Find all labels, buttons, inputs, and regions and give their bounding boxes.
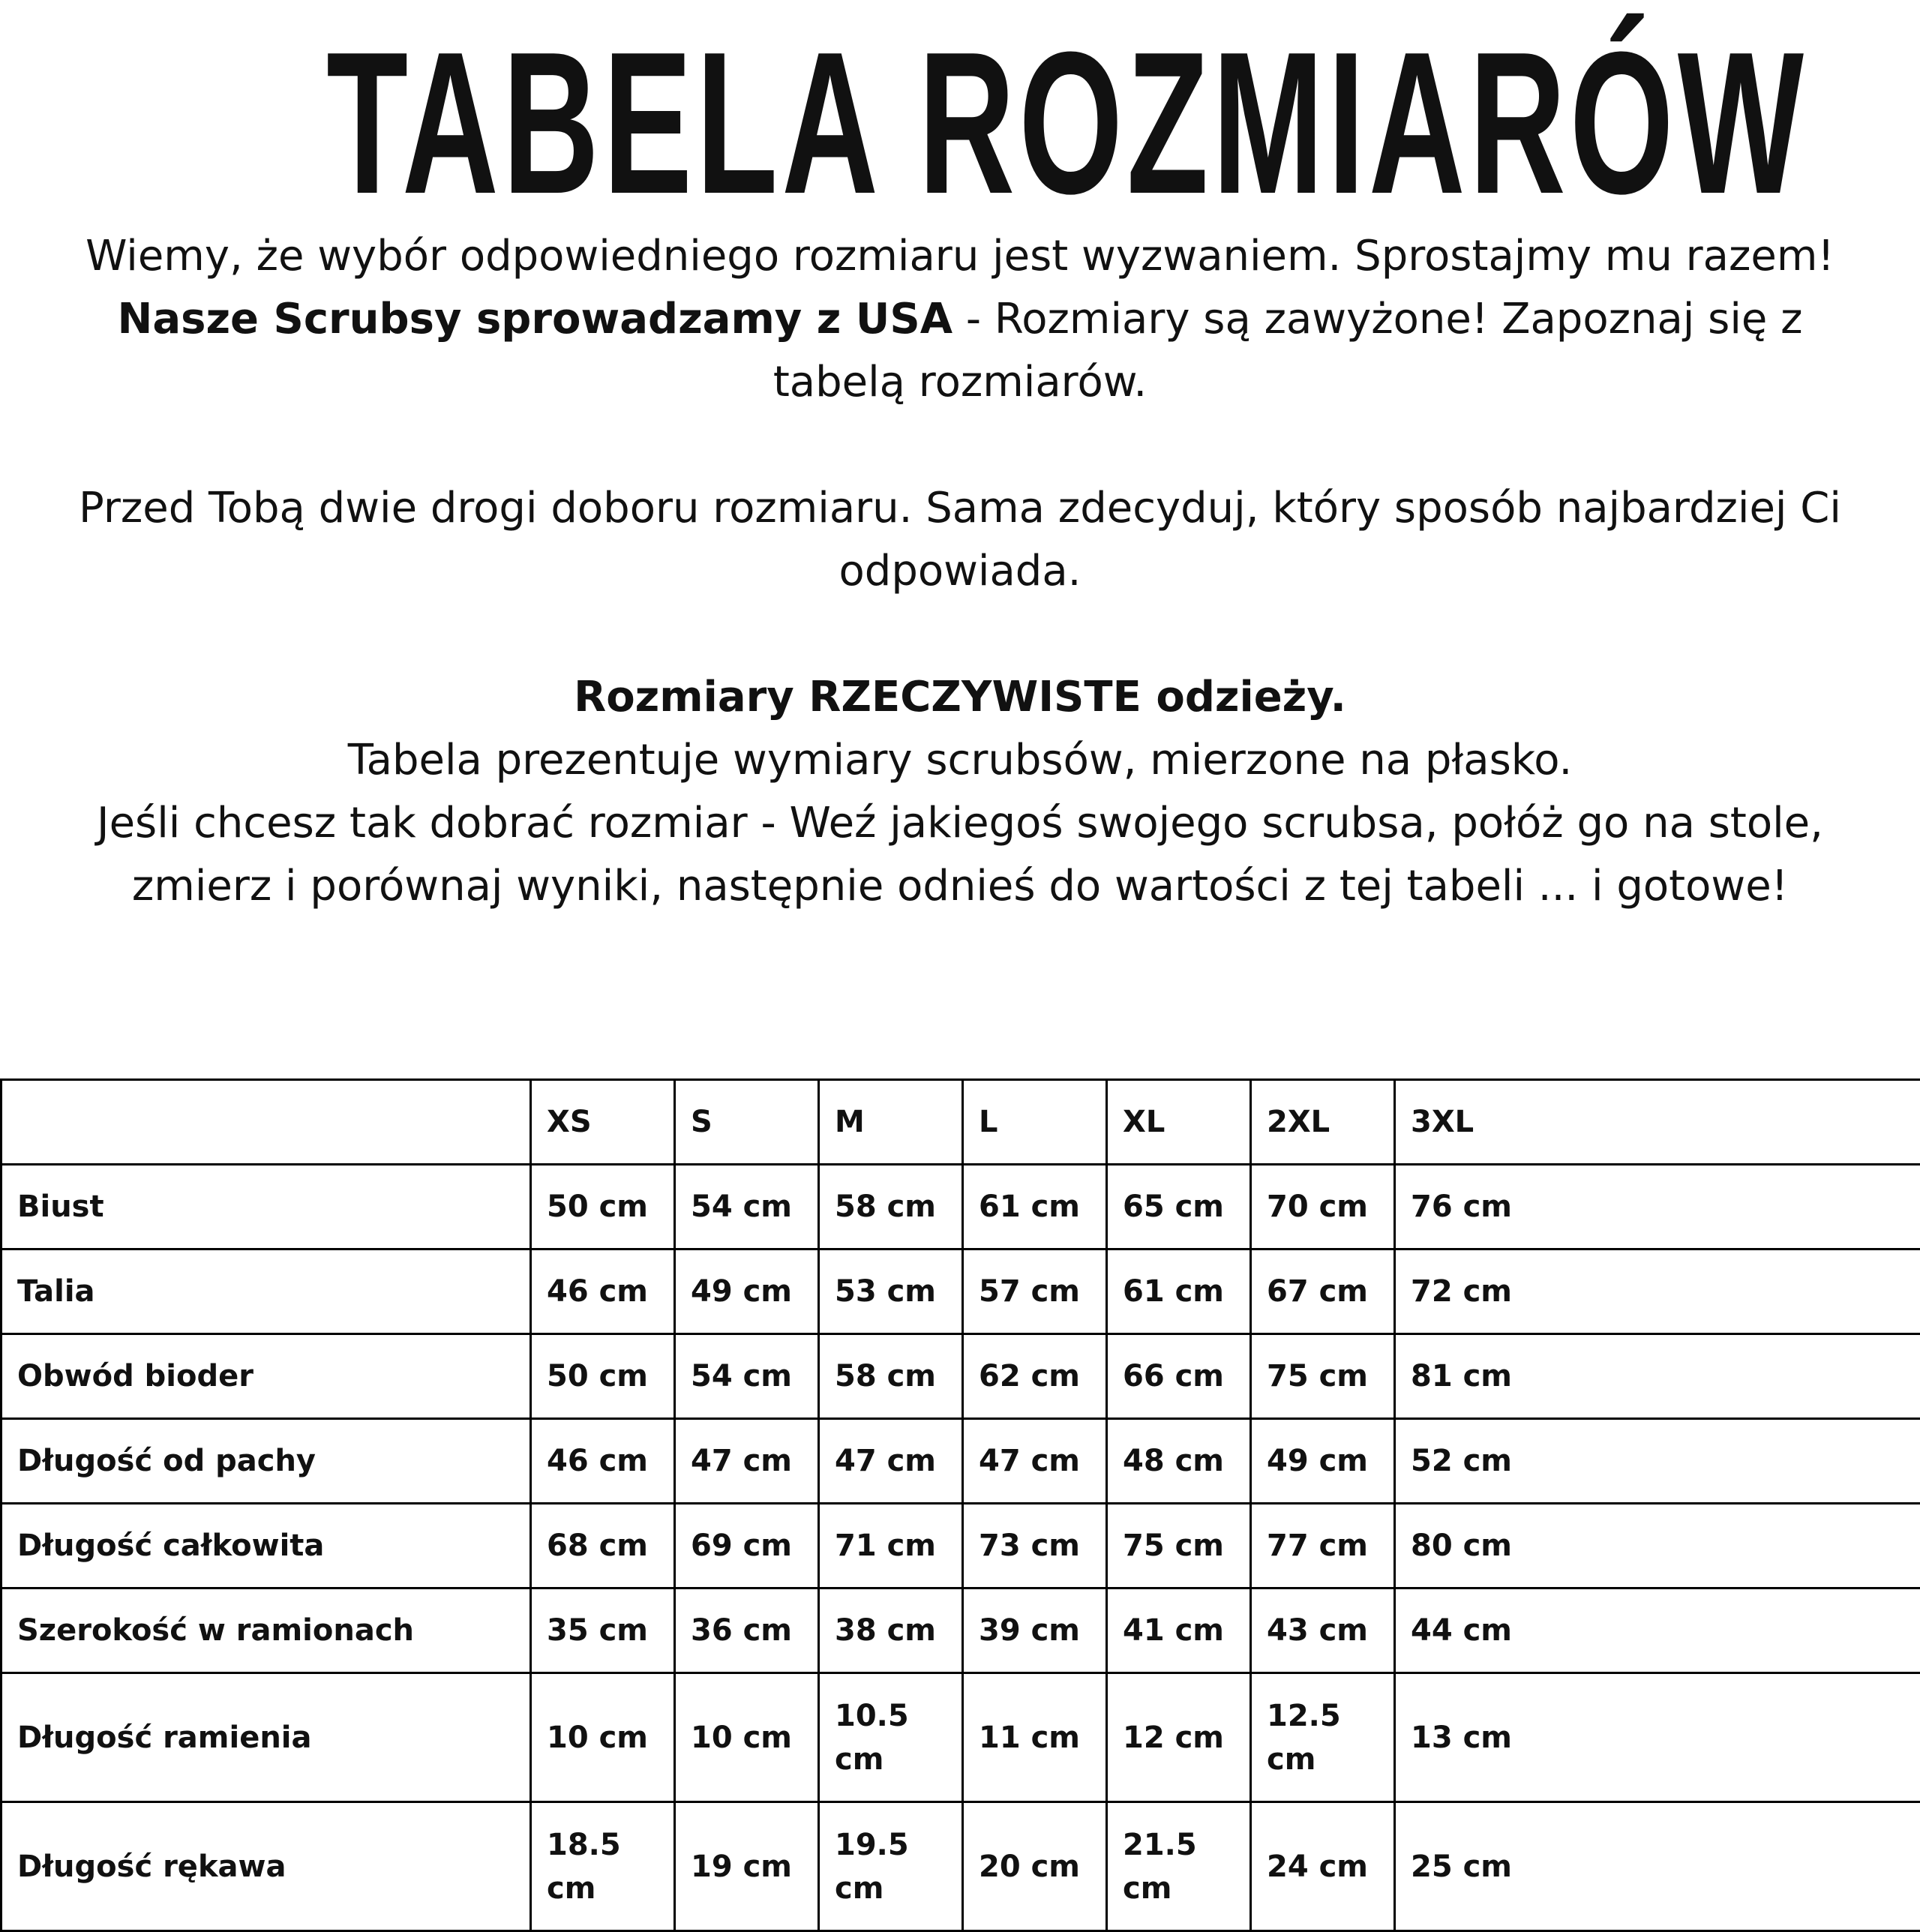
table-cell: 38 cm	[819, 1588, 963, 1673]
table-cell: 75 cm	[1107, 1504, 1251, 1588]
table-cell: 25 cm	[1395, 1802, 1920, 1931]
row-label: Biust	[2, 1165, 531, 1250]
table-cell: 47 cm	[963, 1419, 1107, 1504]
size-header: XL	[1107, 1080, 1251, 1165]
size-table	[0, 1078, 1920, 1932]
row-label: Szerokość w ramionach	[2, 1588, 531, 1673]
intro-line-1: Wiemy, że wybór odpowiedniego rozmiaru jest wyzwaniem. Sprostajmy mu razem!	[60, 225, 1860, 288]
table-cell: 57 cm	[963, 1250, 1107, 1334]
page-title: TABELA ROZMIARÓW	[326, 22, 1594, 225]
table-cell: 12.5 cm	[1251, 1673, 1395, 1802]
table-cell: 76 cm	[1395, 1165, 1920, 1250]
intro-text	[60, 225, 1860, 918]
table-cell: 50 cm	[531, 1165, 675, 1250]
table-cell: 73 cm	[963, 1504, 1107, 1588]
table-row	[2, 1165, 1920, 1250]
size-header: L	[963, 1080, 1107, 1165]
table-cell: 65 cm	[1107, 1165, 1251, 1250]
table-cell: 52 cm	[1395, 1419, 1920, 1504]
table-cell: 19 cm	[675, 1802, 819, 1931]
intro-line-2	[60, 288, 1860, 414]
table-cell: 10.5 cm	[819, 1673, 963, 1802]
intro-line-4: Tabela prezentuje wymiary scrubsów, mierzone na płasko.	[60, 729, 1860, 792]
table-row	[2, 1334, 1920, 1419]
table-cell: 70 cm	[1251, 1165, 1395, 1250]
table-cell: 11 cm	[963, 1673, 1107, 1802]
table-row	[2, 1504, 1920, 1588]
table-cell: 36 cm	[675, 1588, 819, 1673]
table-cell: 43 cm	[1251, 1588, 1395, 1673]
table-cell: 69 cm	[675, 1504, 819, 1588]
table-cell: 21.5 cm	[1107, 1802, 1251, 1931]
table-cell: 77 cm	[1251, 1504, 1395, 1588]
table-cell: 54 cm	[675, 1165, 819, 1250]
table-cell: 49 cm	[1251, 1419, 1395, 1504]
table-cell: 19.5 cm	[819, 1802, 963, 1931]
table-cell: 47 cm	[819, 1419, 963, 1504]
size-header: 2XL	[1251, 1080, 1395, 1165]
table-cell: 68 cm	[531, 1504, 675, 1588]
row-label: Długość rękawa	[2, 1802, 531, 1931]
row-label: Długość ramienia	[2, 1673, 531, 1802]
table-cell: 24 cm	[1251, 1802, 1395, 1931]
size-header: XS	[531, 1080, 675, 1165]
table-cell: 67 cm	[1251, 1250, 1395, 1334]
table-cell: 18.5 cm	[531, 1802, 675, 1931]
table-cell: 80 cm	[1395, 1504, 1920, 1588]
intro-line-5: Jeśli chcesz tak dobrać rozmiar - Weź jakiegoś swojego scrubsa, połóż go na stole, zmierz i porównaj wyniki, następnie odnieś do wartości z tej tabeli ... i gotowe!	[60, 792, 1860, 918]
table-cell: 44 cm	[1395, 1588, 1920, 1673]
table-cell: 81 cm	[1395, 1334, 1920, 1419]
row-label: Długość całkowita	[2, 1504, 531, 1588]
table-cell: 35 cm	[531, 1588, 675, 1673]
intro-paragraph-2: Przed Tobą dwie drogi doboru rozmiaru. Sama zdecyduj, który sposób najbardziej Ci odpowiada.	[60, 477, 1860, 603]
size-header: S	[675, 1080, 819, 1165]
table-cell: 47 cm	[675, 1419, 819, 1504]
table-cell: 48 cm	[1107, 1419, 1251, 1504]
table-cell: 71 cm	[819, 1504, 963, 1588]
table-cell: 50 cm	[531, 1334, 675, 1419]
table-row	[2, 1588, 1920, 1673]
table-cell: 49 cm	[675, 1250, 819, 1334]
table-cell: 12 cm	[1107, 1673, 1251, 1802]
row-label: Talia	[2, 1250, 531, 1334]
intro-line-2-bold: Nasze Scrubsy sprowadzamy z USA	[117, 295, 952, 344]
row-label: Długość od pachy	[2, 1419, 531, 1504]
table-row	[2, 1802, 1920, 1931]
table-cell: 20 cm	[963, 1802, 1107, 1931]
table-cell: 75 cm	[1251, 1334, 1395, 1419]
table-cell: 61 cm	[963, 1165, 1107, 1250]
table-cell: 62 cm	[963, 1334, 1107, 1419]
table-cell: 58 cm	[819, 1165, 963, 1250]
table-cell: 13 cm	[1395, 1673, 1920, 1802]
table-cell: 58 cm	[819, 1334, 963, 1419]
intro-line-2-rest: - Rozmiary są zawyżone! Zapoznaj się z tabelą rozmiarów.	[773, 295, 1803, 406]
table-cell: 39 cm	[963, 1588, 1107, 1673]
section-heading-text: Rozmiary RZECZYWISTE odzieży.	[574, 673, 1346, 722]
table-row	[2, 1673, 1920, 1802]
row-label: Obwód bioder	[2, 1334, 531, 1419]
table-cell: 66 cm	[1107, 1334, 1251, 1419]
table-cell: 61 cm	[1107, 1250, 1251, 1334]
table-header-row	[2, 1080, 1920, 1165]
table-row	[2, 1419, 1920, 1504]
table-cell: 46 cm	[531, 1250, 675, 1334]
table-row	[2, 1250, 1920, 1334]
table-cell: 10 cm	[675, 1673, 819, 1802]
table-corner-cell	[2, 1080, 531, 1165]
section-heading	[60, 666, 1860, 729]
table-cell: 53 cm	[819, 1250, 963, 1334]
size-header: M	[819, 1080, 963, 1165]
table-cell: 41 cm	[1107, 1588, 1251, 1673]
size-header: 3XL	[1395, 1080, 1920, 1165]
table-cell: 54 cm	[675, 1334, 819, 1419]
table-cell: 72 cm	[1395, 1250, 1920, 1334]
table-cell: 46 cm	[531, 1419, 675, 1504]
table-cell: 10 cm	[531, 1673, 675, 1802]
